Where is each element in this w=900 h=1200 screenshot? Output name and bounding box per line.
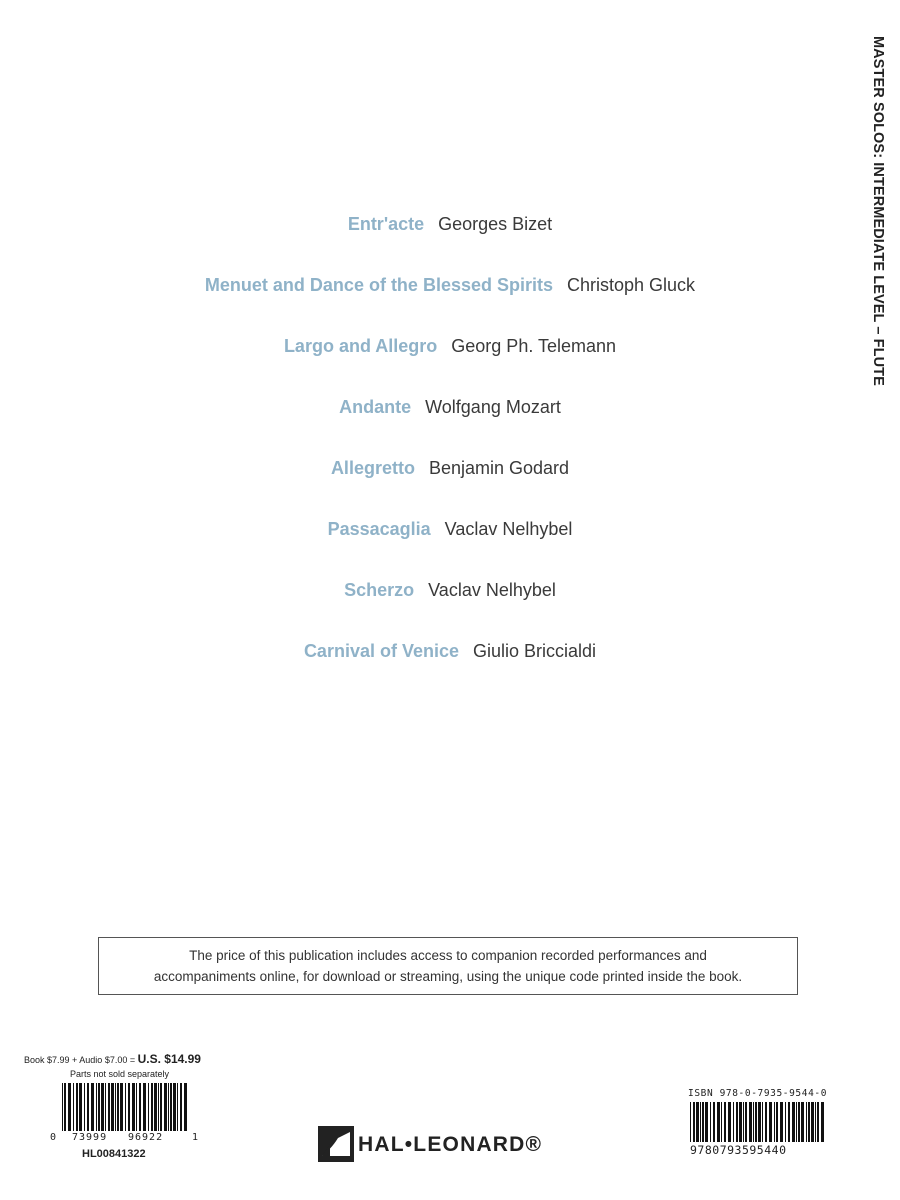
track-item [0, 519, 900, 540]
track-composer: Benjamin Godard [428, 458, 570, 478]
track-composer: Vaclav Nelhybel [444, 519, 573, 539]
spine-title: MASTER SOLOS: INTERMEDIATE LEVEL – FLUTE [870, 36, 886, 386]
upc-digits-right: 96922 [128, 1132, 164, 1143]
price-line [24, 1052, 201, 1066]
barcode-bar [73, 1083, 74, 1131]
upc-digits-mid: 73999 [72, 1132, 108, 1143]
barcode-bar [705, 1102, 708, 1142]
barcode-bar [148, 1083, 149, 1131]
barcode-bar [774, 1102, 775, 1142]
barcode-bar [690, 1102, 691, 1142]
track-title: Entr'acte [347, 214, 425, 234]
barcode-bar [769, 1102, 772, 1142]
barcode-bar [117, 1083, 119, 1131]
parts-note: Parts not sold separately [70, 1069, 170, 1079]
barcode-bar [801, 1102, 804, 1142]
track-item [0, 275, 900, 296]
track-composer: Giulio Briccialdi [473, 641, 597, 661]
barcode-bar [788, 1102, 790, 1142]
track-item [0, 336, 900, 357]
barcode-bar [733, 1102, 734, 1142]
barcode-bar [721, 1102, 722, 1142]
barcode-bar [87, 1083, 89, 1131]
barcode-bar [184, 1083, 187, 1131]
barcode-bar [62, 1083, 63, 1131]
track-composer: Georges Bizet [438, 214, 553, 234]
barcode-bar [811, 1102, 814, 1142]
barcode-bar [96, 1083, 97, 1131]
barcode-bar [125, 1083, 126, 1131]
barcode-bar [154, 1083, 157, 1131]
barcode-bar [785, 1102, 786, 1142]
barcode-bar [79, 1083, 82, 1131]
barcode-bar [762, 1102, 763, 1142]
upc-barcode [62, 1083, 188, 1131]
isbn-barcode [690, 1102, 828, 1142]
barcode-bar [736, 1102, 738, 1142]
barcode-bar [64, 1083, 66, 1131]
upc-digit-left: 0 [50, 1132, 57, 1143]
barcode-bar [776, 1102, 778, 1142]
track-composer: Wolfgang Mozart [425, 397, 561, 417]
track-item [0, 580, 900, 601]
barcode-bar [765, 1102, 767, 1142]
barcode-bar [796, 1102, 797, 1142]
barcode-bar [755, 1102, 757, 1142]
barcode-bar [105, 1083, 106, 1131]
track-item [0, 397, 900, 418]
barcode-bar [749, 1102, 752, 1142]
barcode-bar [743, 1102, 744, 1142]
barcode-bar [821, 1102, 824, 1142]
barcode-bar [817, 1102, 819, 1142]
barcode-bar [101, 1083, 104, 1131]
barcode-bar [91, 1083, 94, 1131]
barcode-bar [696, 1102, 699, 1142]
price-breakdown: Book $7.99 + Audio $7.00 = [24, 1055, 138, 1065]
barcode-bar [132, 1083, 135, 1131]
barcode-bar [700, 1102, 701, 1142]
barcode-bar [158, 1083, 159, 1131]
barcode-bar [798, 1102, 800, 1142]
upc-digit-check: 1 [192, 1132, 199, 1143]
track-title: Andante [339, 397, 412, 417]
isbn-label: ISBN 978-0-7935-9544-0 [688, 1088, 828, 1099]
barcode-bar [164, 1083, 167, 1131]
price-total: U.S. $14.99 [137, 1052, 201, 1066]
notice-line-1: The price of this publication includes access to companion recorded performances and [189, 948, 707, 963]
barcode-bar [753, 1102, 754, 1142]
barcode-bar [724, 1102, 726, 1142]
barcode-bar [815, 1102, 816, 1142]
barcode-bar [173, 1083, 176, 1131]
publisher-name: HAL•LEONARD® [358, 1133, 543, 1156]
barcode-bar [111, 1083, 114, 1131]
barcode-bar [168, 1083, 169, 1131]
notice-line-2: accompaniments online, for download or streaming, using the unique code printed inside the book. [153, 969, 743, 984]
track-title: Allegretto [330, 458, 415, 478]
barcode-bar [702, 1102, 704, 1142]
isbn-digits: 9780793595440 [690, 1143, 787, 1157]
barcode-bar [693, 1102, 695, 1142]
barcode-bar [806, 1102, 807, 1142]
barcode-bar [177, 1083, 178, 1131]
barcode-bar [160, 1083, 162, 1131]
track-composer: Vaclav Nelhybel [428, 580, 556, 600]
track-title: Menuet and Dance of the Blessed Spirits [204, 275, 553, 295]
barcode-bar [792, 1102, 795, 1142]
track-title: Passacaglia [327, 519, 431, 539]
barcode-bar [139, 1083, 141, 1131]
barcode-bar [710, 1102, 711, 1142]
barcode-bar [739, 1102, 742, 1142]
barcode-bar [136, 1083, 137, 1131]
barcode-bar [713, 1102, 715, 1142]
barcode-bar [758, 1102, 761, 1142]
barcode-bar [745, 1102, 747, 1142]
barcode-bar [780, 1102, 783, 1142]
track-composer: Georg Ph. Telemann [451, 336, 617, 356]
barcode-bar [151, 1083, 153, 1131]
barcode-bar [84, 1083, 85, 1131]
track-composer: Christoph Gluck [567, 275, 696, 295]
barcode-bar [76, 1083, 78, 1131]
barcode-bar [717, 1102, 720, 1142]
barcode-bar [98, 1083, 100, 1131]
barcode-bar [143, 1083, 146, 1131]
barcode-bar [728, 1102, 731, 1142]
track-item [0, 641, 900, 662]
barcode-bar [180, 1083, 182, 1131]
item-code: HL00841322 [82, 1148, 146, 1160]
track-title: Carnival of Venice [303, 641, 460, 661]
barcode-bar [108, 1083, 110, 1131]
hal-leonard-mark-icon [318, 1126, 354, 1162]
barcode-bar [120, 1083, 123, 1131]
barcode-bar [170, 1083, 172, 1131]
track-item [0, 214, 900, 235]
barcode-bar [115, 1083, 116, 1131]
track-title: Largo and Allegro [283, 336, 438, 356]
track-title: Scherzo [344, 580, 415, 600]
barcode-bar [808, 1102, 810, 1142]
track-item [0, 458, 900, 479]
audio-access-notice [98, 937, 798, 995]
barcode-bar [128, 1083, 130, 1131]
barcode-bar [68, 1083, 71, 1131]
